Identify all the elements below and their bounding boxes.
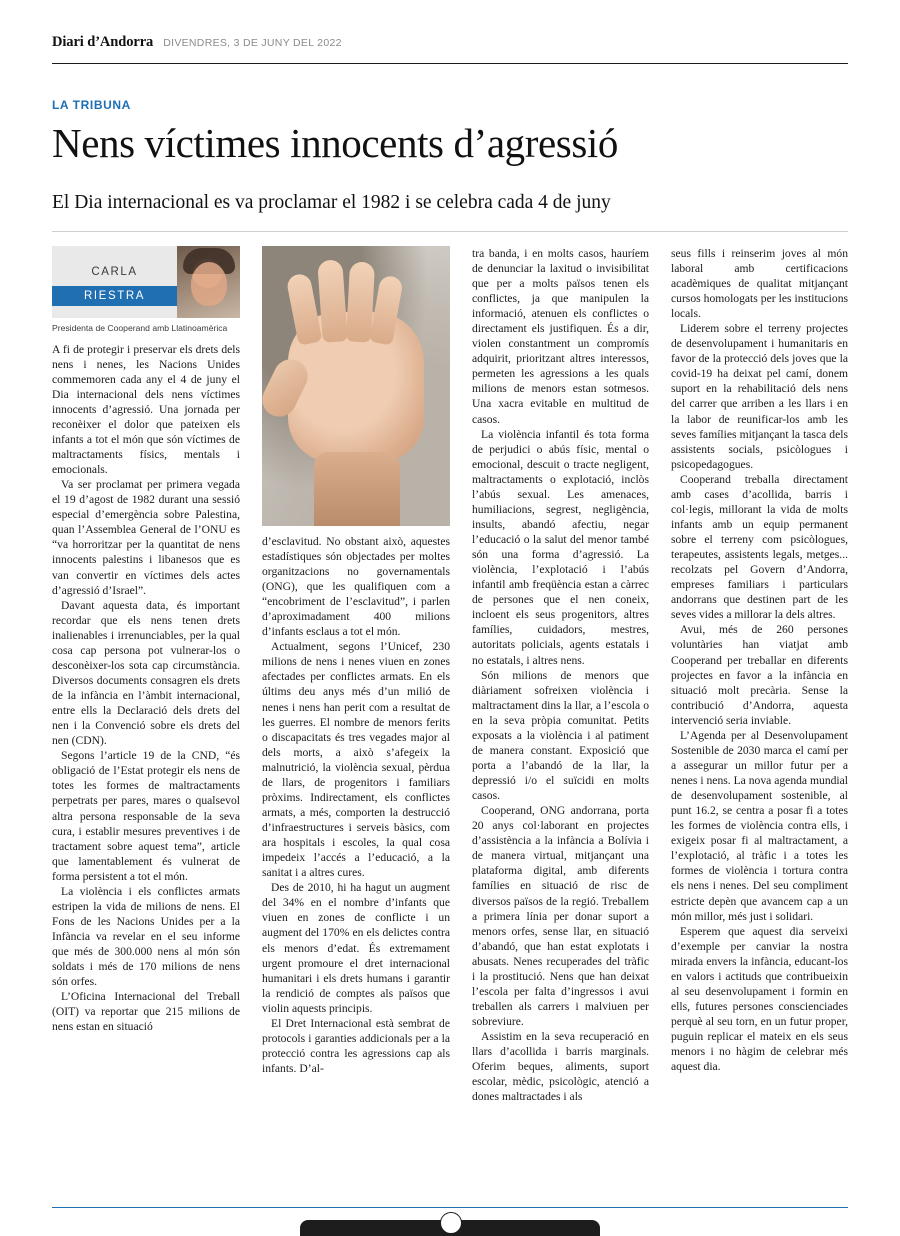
paragraph: Cooperand treballa directament amb cases d’acollida, barris i col·legis, millorant la vida de molts infants amb un equip permanent sobre el terreny com psicòlogues, terapeutes, assistents legals, metges... recolzats pel Govern d’Andorra, empreses familiars i particulars andorrans que destinen part de les seves vides a millorar la dels altres. bbox=[671, 472, 848, 622]
article-columns bbox=[52, 246, 848, 1105]
paragraph: Actualment, segons l’Unicef, 230 milions de nens i nenes viuen en zones afectades per conflictes armats. En els últims deu anys més d’un milió de nenes i nens han perit com a resultat de les guerres. El nombre de menors ferits o discapacitats és tres vegades major al dels morts, a això s’afegeix la malnutrició, la violència sexual, pèrdua de llars, de progenitors i familiars pròxims. Indirectament, els conflictes armats, a més, comporten la destrucció d’infraestructures i serveis bàsics, com ara hospitals i escoles, la qual cosa impedeix l’accés a l’educació, a la sanitat i a altres cures. bbox=[262, 640, 450, 880]
paragraph: tra banda, i en molts casos, hauríem de denunciar la laxitud o invisibilitat que per a molts països tenen els conflictes, ja que manipulen la informació, atenuen els conflictes o directament els justifiquen. És a dir, violen constantment un compromís adquirit, prioritzant altres interessos, permeten les agressions a les quals milions de menors estan sotmesos. Una xacra evitable en multitud de casos. bbox=[472, 246, 649, 426]
paragraph: Són milions de menors que diàriament sofreixen violència i maltractament dins la llar, a l’escola o en la seva pròpia comunitat. Petits exposats a la violència i al patiment de manera constant. Exposició que porta a l’abandó de la llar, la depressió i/o el suïcidi en molts casos. bbox=[472, 668, 649, 803]
footer-badge-icon bbox=[440, 1212, 462, 1234]
paragraph: Segons l’article 19 de la CND, “és obligació de l’Estat protegir els nens de totes les formes de maltractaments perpetrats per pares, mares o qualsevol altra persona responsable de la seva cura, i establir mesures preventives i de tractament sobre aquest tema”, article que lamentablement és vulnerat de forma persistent a tot el món. bbox=[52, 749, 240, 883]
column-3 bbox=[472, 246, 649, 1105]
author-card bbox=[52, 246, 240, 318]
paragraph: d’esclavitud. No obstant això, aquestes estadístiques són objectades per moltes organitzacions no governamentals (ONG), que les qualifiquen com a “encobriment de l’esclavitud”, i parlen d’aproximadament 400 milions d’infants esclaus a tot el món. bbox=[262, 534, 450, 639]
paragraph: Cooperand, ONG andorrana, porta 20 anys col·laborant en projectes d’assistència a la infància a Bolívia i de manera virtual, mitjançant una plataforma digital, amb diferents famílies en situació de risc de diversos països de la regió. Treballem a primera línia per donar suport a menors orfes, sense llar, en situació d’abandó, que han estat explotats i abusats. Nenes recuperades del tràfic i la prostitució. Nens que han deixat l’escola per falta d’ingressos i avui treballen als carrers i malviuen per sobreviure. bbox=[472, 804, 649, 1029]
paragraph: L’Agenda per al Desenvolupament Sostenible de 2030 marca el camí per a assegurar un millor futur per a nenes i nens. La nova agenda mundial de desenvolupament sostenible, al punt 16.2, se centra a posar fi a totes les formes de violència contra ells, i exigeix posar fi al maltractament, a l’explotació, al tràfic i a totes les formes de violència i tortura contra els nens i nenes. Del seu compliment estricte depèn que avancem cap a un món millor, més just i solidari. bbox=[671, 728, 848, 923]
column-4 bbox=[671, 246, 848, 1105]
author-role: Presidenta de Cooperand amb Llatinoamèrica bbox=[52, 322, 228, 333]
paragraph: Liderem sobre el terreny projectes de desenvolupament i humanitaris en favor de la protecció dels joves que la covid-19 ha deixat pel camí, donem suport en la rehabilitació dels nens del carrer que arriben a les llars i en la labor de reunificar-los amb les seves famílies mitjançant la tasca dels assistents socials, psicòlogues i psicopedagogues. bbox=[671, 322, 848, 471]
footer-divider bbox=[52, 1207, 848, 1208]
paragraph: L’Oficina Internacional del Treball (OIT) va reportar que 215 milions de nens estan en situació bbox=[52, 990, 240, 1034]
subtitle-divider bbox=[52, 231, 848, 232]
paragraph: Davant aquesta data, és important recordar que els nens tenen drets inalienables i irrenunciables, per la qual cosa cap persona pot vulnerar-los o desconèixer-los sota cap circumstància. Diversos documents consagren els drets de la infància en l’àmbit internacional, entre ells la Declaració dels drets del nen i la Convenció sobre els drets del nen (CDN). bbox=[52, 598, 240, 748]
author-last-name: RIESTRA bbox=[83, 289, 146, 302]
paragraph: El Dret Internacional està sembrat de protocols i garanties addicionals per a la protecció contra les agressions cap als infants. D’al- bbox=[262, 1016, 450, 1076]
paragraph: seus fills i reinserim joves al món laboral amb certificacions acadèmiques de qualitat mitjançant cursos homologats per les institucions locals. bbox=[671, 246, 848, 321]
masthead-divider bbox=[52, 63, 848, 64]
author-portrait-icon bbox=[177, 246, 240, 318]
masthead-brand: Diari d’Andorra bbox=[52, 34, 154, 50]
paragraph: Esperem que aquest dia serveixi d’exemple per canviar la nostra mirada envers la infància, educant-los en valors i actituds que contribueixin al seu desenvolupament i formin en ells, futures persones conscienciades perquè al seu torn, en un futur proper, puguin replicar el mateix en els seus menors i no hàgim de celebrar més aquest dia. bbox=[671, 924, 848, 1074]
paragraph: Va ser proclamat per primera vegada el 19 d’agost de 1982 durant una sessió especial d’emergència sobre Palestina, quan l’Assemblea General de l’ONU es “va horroritzar per la quantitat de nens innocents palestins i libanesos que es van convertir en víctimes dels actes d’agressió d’Israel”. bbox=[52, 478, 240, 597]
article-subtitle: El Dia internacional es va proclamar el 1982 i se celebra cada 4 de juny bbox=[52, 192, 611, 214]
column-2 bbox=[262, 246, 450, 1105]
masthead-date: DIVENDRES, 3 DE JUNY DEL 2022 bbox=[163, 37, 342, 49]
section-kicker: LA TRIBUNA bbox=[52, 98, 131, 112]
paragraph: A fi de protegir i preservar els drets dels nens i nenes, les Nacions Unides commemoren cada any el 4 de juny el Dia internacional dels nens víctimes innocents d’agressió. Una jornada per reconèixer el dolor que pateixen els infants a tot el món que són víctimes de maltractaments físics, mentals i emocionals. bbox=[52, 342, 240, 477]
paragraph: Des de 2010, hi ha hagut un augment del 34% en el nombre d’infants que viuen en zones de conflicte i un augment del 170% en els delictes contra els menors d’edat. És extremament urgent promoure el dret internacional humanitari i els drets humans i garantir la rendició de comptes als països que violin aquests principis. bbox=[262, 881, 450, 1015]
masthead bbox=[52, 0, 848, 51]
page-title: Nens víctimes innocents d’agressió bbox=[52, 120, 618, 166]
column-1 bbox=[52, 246, 240, 1105]
paragraph: La violència i els conflictes armats estripen la vida de milions de nens. El Fons de les Nacions Unides per a la Infància va revelar en el seu informe que més de 300.000 nens al món són soldats i més de 170 milions de nens són orfes. bbox=[52, 884, 240, 989]
paragraph: Avui, més de 260 persones voluntàries han viatjat amb Cooperand per treballar en diferents projectes en favor a la infància en situació molt precària. Sense la contribució d’Andorra, aquesta intervenció seria inviable. bbox=[671, 623, 848, 727]
author-name-block bbox=[52, 246, 177, 318]
paragraph: La violència infantil és tota forma de perjudici o abús físic, mental o emocional, descuit o tracte negligent, maltractaments o explotació, inclòs l’abús sexual. Les amenaces, humiliacions, segrest, negligència, insults, abandó afectiu, negar l’educació o la salut del menor també són una forma d’agressió. La violència, l’explotació i l’abús infantil amb freqüència estan a càrrec de persones que el nen coneix, incloent els seus progenitors, altres famílies, cuidadors, mestres, autoritats policials, agents estatals i no estatals, i altres nens. bbox=[472, 427, 649, 667]
open-palm-hand-photo-icon bbox=[262, 246, 450, 526]
author-first-name: CARLA bbox=[91, 265, 138, 278]
author-surname-bar bbox=[52, 286, 177, 306]
paragraph: Assistim en la seva recuperació en llars d’acollida i barris marginals. Oferim beques, aliments, suport escolar, mèdic, psicològic, atenció a dones maltractades i als bbox=[472, 1030, 649, 1104]
